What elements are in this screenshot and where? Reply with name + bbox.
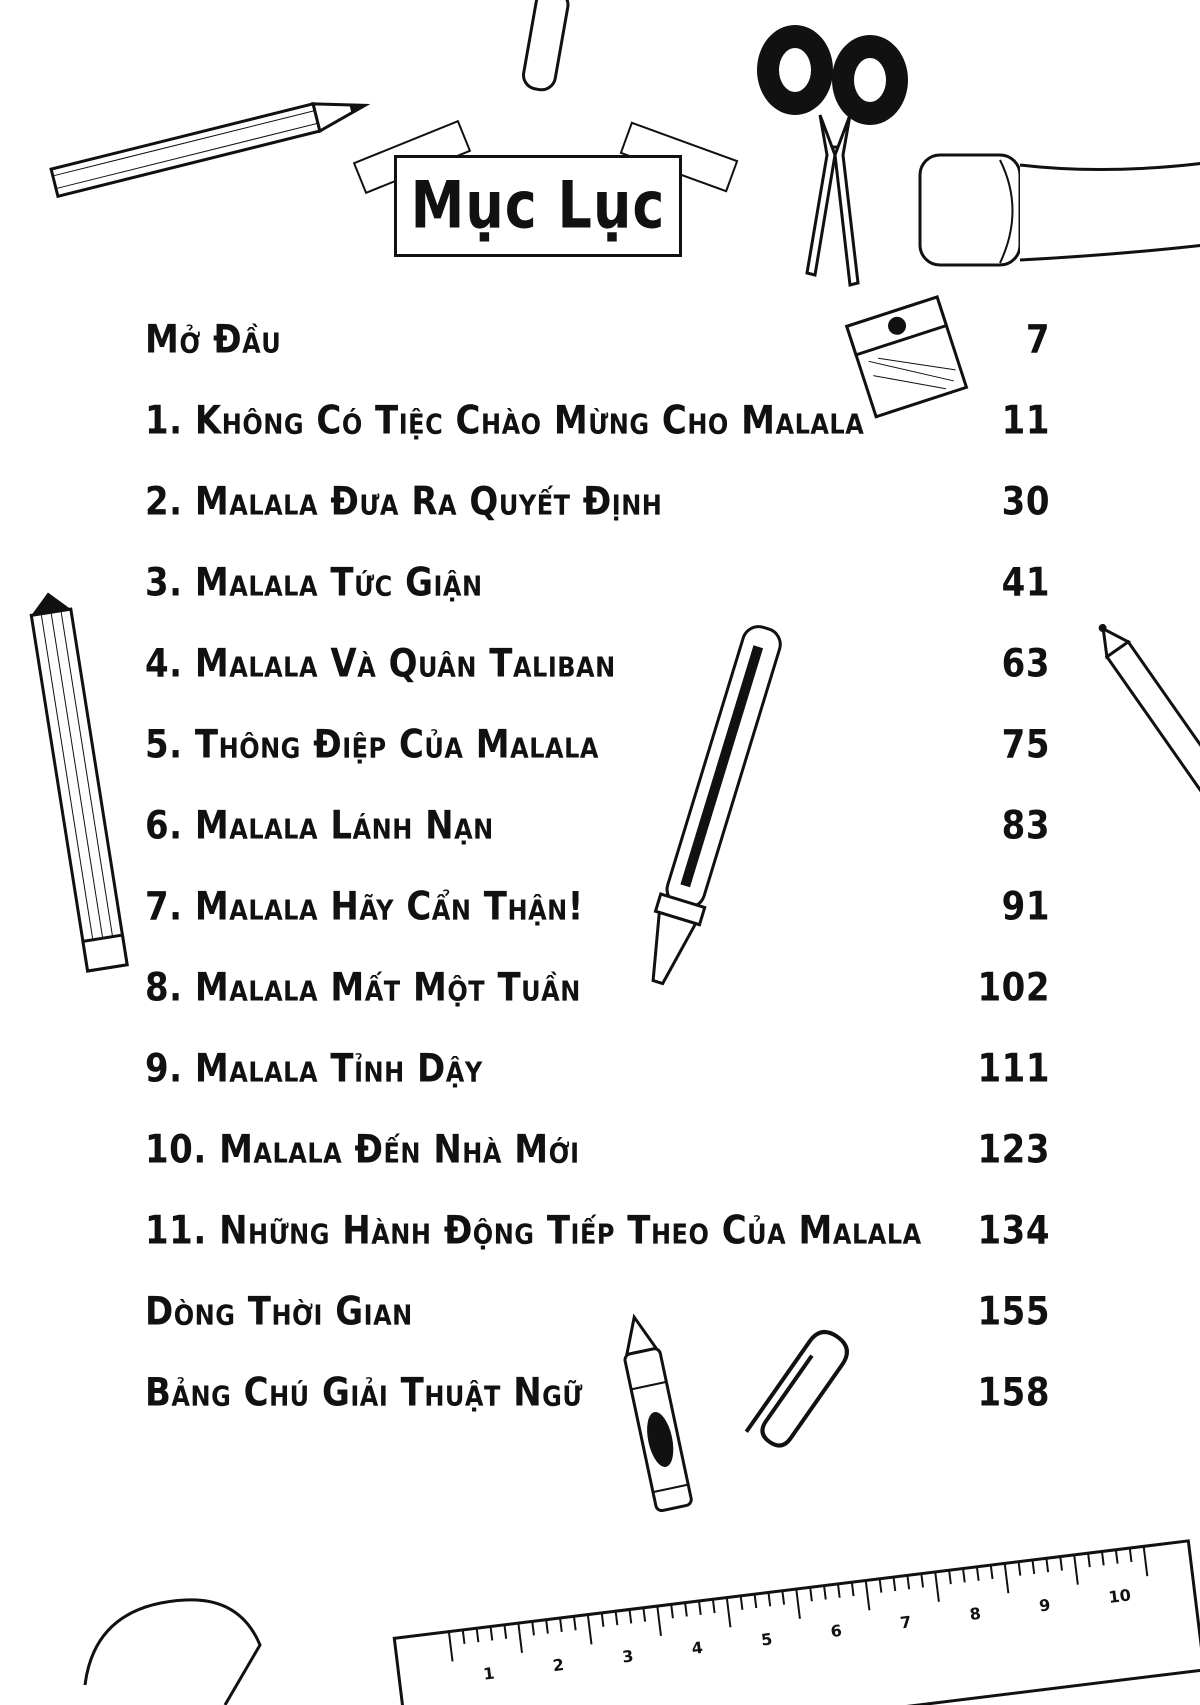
ruler-label: 2 [551, 1654, 566, 1676]
toc-entry-page: 75 [1001, 722, 1050, 768]
ruler-label: 4 [690, 1637, 704, 1659]
toc-entry-title: 2. Malala Đưa Ra Quyết Định [145, 479, 663, 525]
ruler-label: 8 [968, 1603, 982, 1624]
toc-entry-title: 9. Malala Tỉnh Dậy [145, 1046, 483, 1092]
toc-entry-title: Mở Đầu [145, 317, 282, 363]
ruler-label: 10 [1107, 1585, 1132, 1607]
paper-roll-icon [915, 145, 1200, 285]
toc-entry-title: 5. Thông Điệp Của Malala [145, 722, 599, 768]
pencil-icon [20, 590, 140, 1000]
toc-entry [145, 317, 1050, 401]
scissors-icon [735, 15, 935, 295]
toc-entry-page: 134 [977, 1208, 1050, 1254]
toc-entry [145, 398, 1050, 482]
toc-entry-title: Dòng Thời Gian [145, 1289, 413, 1335]
ruler-label: 3 [621, 1646, 635, 1667]
toc-entry-page: 155 [977, 1289, 1050, 1335]
toc-entry-page: 11 [1001, 398, 1050, 444]
toc-entry [145, 641, 1050, 725]
toc-entry [145, 1127, 1050, 1211]
ruler-label: 7 [899, 1612, 913, 1633]
toc-entry-page: 123 [977, 1127, 1050, 1173]
toc-entry [145, 560, 1050, 644]
toc-list [145, 317, 1050, 1454]
toc-entry-page: 102 [977, 965, 1050, 1011]
toc-entry-page: 111 [977, 1046, 1050, 1092]
toc-entry-page: 63 [1001, 641, 1050, 687]
toc-entry-page: 91 [1001, 884, 1050, 930]
toc-entry [145, 1370, 1050, 1454]
ruler-label: 5 [760, 1629, 774, 1650]
toc-entry [145, 803, 1050, 887]
toc-entry-title: 7. Malala Hãy Cẩn Thận! [145, 884, 584, 930]
toc-entry-page: 158 [977, 1370, 1050, 1416]
toc-entry-title: 11. Những Hành Động Tiếp Theo Của Malala [145, 1208, 922, 1254]
ruler-label: 1 [482, 1663, 496, 1684]
ruler-icon [390, 1500, 1200, 1696]
toc-entry-page: 83 [1001, 803, 1050, 849]
toc-entry-title: 3. Malala Tức Giận [145, 560, 483, 606]
toc-entry [145, 722, 1050, 806]
toc-entry-page: 30 [1001, 479, 1050, 525]
toc-entry-title: 1. Không Có Tiệc Chào Mừng Cho Malala [145, 398, 865, 444]
toc-entry [145, 1289, 1050, 1373]
chalk-icon [510, 0, 580, 100]
toc-entry-page: 7 [1025, 317, 1050, 363]
toc-entry-title: 8. Malala Mất Một Tuần [145, 965, 581, 1011]
toc-entry-title: 6. Malala Lánh Nạn [145, 803, 494, 849]
ruler-label: 9 [1037, 1595, 1052, 1616]
page-title: Mục Lục [410, 168, 666, 244]
toc-entry [145, 479, 1050, 563]
toc-entry-title: 10. Malala Đến Nhà Mới [145, 1127, 580, 1173]
heading-box [394, 155, 682, 257]
pen-icon [1090, 610, 1200, 760]
ruler-label: 6 [829, 1620, 843, 1642]
toc-entry [145, 965, 1050, 1049]
toc-entry [145, 1046, 1050, 1130]
toc-entry [145, 884, 1050, 968]
toc-entry-title: Bảng Chú Giải Thuật Ngữ [145, 1370, 583, 1416]
toc-entry [145, 1208, 1050, 1292]
toc-entry-page: 41 [1001, 560, 1050, 606]
pencil-icon [40, 80, 380, 210]
toc-entry-title: 4. Malala Và Quân Taliban [145, 641, 616, 687]
eraser-icon [75, 1585, 275, 1705]
